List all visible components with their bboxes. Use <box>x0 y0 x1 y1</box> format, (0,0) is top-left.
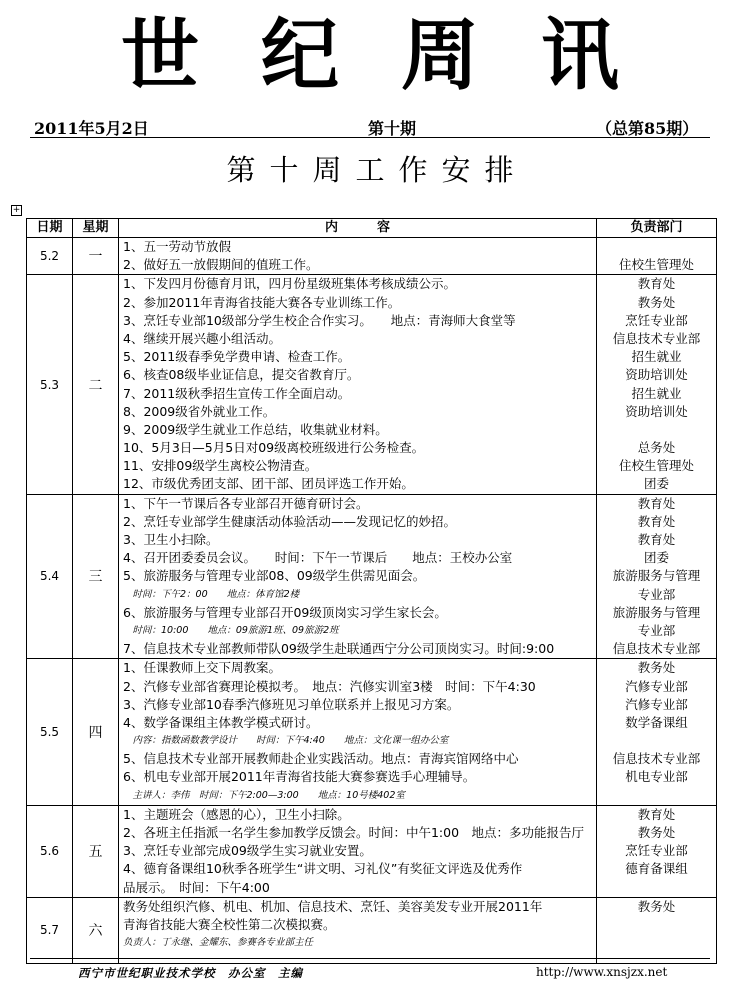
row-weekday: 二 <box>73 275 119 494</box>
content-line: 7、2011级秋季招生宣传工作全面启动。 <box>123 385 351 401</box>
row-content <box>119 494 597 659</box>
header-dept: 负责部门 <box>597 219 717 238</box>
table-move-handle-icon[interactable]: + <box>12 205 21 215</box>
schedule-table <box>26 218 717 964</box>
table-row <box>27 805 717 897</box>
row-content <box>119 897 597 963</box>
row-weekday: 三 <box>73 494 119 659</box>
row-weekday: 六 <box>73 897 119 963</box>
issue-total: （总第85期） <box>596 119 699 138</box>
page-subtitle: 第十周工作安排 <box>226 153 528 187</box>
row-dept <box>597 659 717 806</box>
content-line: 2、各班主任指派一名学生参加教学反馈会。时间：中午1:00 地点：多功能报告厅 <box>123 825 585 840</box>
dept-line: 教务处 <box>637 825 676 840</box>
header-content: 内 容 <box>119 219 597 238</box>
dept-line: 教育处 <box>637 276 676 292</box>
dept-line: 资助培训处 <box>625 367 688 383</box>
footer-editor: 西宁市世纪职业技术学校 办公室 主编 <box>78 966 303 980</box>
row-date: 5.7 <box>27 897 73 963</box>
dept-line: 教育处 <box>637 513 676 529</box>
content-line: 时间：10:00 地点：09旅游1班、09旅游2班 <box>123 624 339 636</box>
content-line: 1、五一劳动节放假 <box>123 239 231 254</box>
dept-line: 汽修专业部 <box>625 696 688 712</box>
dept-line <box>597 787 716 805</box>
dept-line: 教育处 <box>637 495 676 511</box>
content-line: 7、信息技术专业部教师带队09级学生赴联通西宁分公司顶岗实习。时间:9:00 <box>123 641 555 657</box>
dept-line: 住校生管理处 <box>618 458 694 474</box>
row-date: 5.3 <box>27 275 73 494</box>
content-line: 2、做好五一放假期间的值班工作。 <box>123 257 319 273</box>
content-line: 负责人：丁永继、金耀东、参赛各专业部主任 <box>123 937 314 949</box>
content-line: 1、任课教师上交下周教案。 <box>123 660 281 676</box>
table-row <box>27 275 717 494</box>
content-line: 1、主题班会（感恩的心），卫生小扫除。 <box>123 806 350 822</box>
table-header-row <box>27 219 717 238</box>
content-line: 12、市级优秀团支部、团干部、团员评选工作开始。 <box>123 476 414 492</box>
row-content <box>119 805 597 897</box>
table-row <box>27 897 717 963</box>
dept-line: 招生就业 <box>631 349 682 365</box>
row-content <box>119 238 597 275</box>
row-content <box>119 659 597 806</box>
content-line: 主讲人：李伟 时间：下午2:00—3:00 地点：10号楼402室 <box>123 789 405 801</box>
content-line: 4、召开团委委员会议。 时间：下午一节课后 地点：王校办公室 <box>123 550 513 566</box>
row-date: 5.5 <box>27 659 73 806</box>
content-line: 2、汽修专业部省赛理论模拟考。 地点：汽修实训室3楼 时间：下午4:30 <box>123 678 536 694</box>
row-dept <box>597 275 717 494</box>
dept-line <box>597 879 716 897</box>
table-row <box>27 238 717 275</box>
dept-line: 团委 <box>643 550 669 566</box>
content-line: 3、烹饪专业部完成09级学生实习就业安置。 <box>123 843 372 859</box>
content-line: 2、烹饪专业部学生健康活动体验活动——发现记忆的妙招。 <box>123 513 456 529</box>
content-line: 3、汽修专业部10春季汽修班见习单位联系并上报见习方案。 <box>123 696 460 712</box>
dept-line: 教育处 <box>637 806 676 822</box>
content-line: 1、下发四月份德育月讯，四月份星级班集体考核成绩公示。 <box>123 276 456 292</box>
dept-line: 信息技术专业部 <box>612 751 701 767</box>
dept-line: 总务处 <box>637 440 676 456</box>
dept-line: 数学备课组 <box>625 714 688 730</box>
content-line: 10、5月3日—5月5日对09级离校班级进行公务检查。 <box>123 440 425 456</box>
row-date: 5.4 <box>27 494 73 659</box>
content-line: 6、旅游服务与管理专业部召开09级顶岗实习学生家长会。 <box>123 604 447 620</box>
masthead-title: 世纪周讯 <box>120 10 681 101</box>
dept-line: 招生就业 <box>631 385 682 401</box>
dept-line: 教务处 <box>637 294 676 310</box>
row-content <box>119 275 597 494</box>
content-line: 内容：指数函数教学设计 时间：下午4:40 地点：文化课一组办公室 <box>123 735 449 747</box>
content-line: 3、卫生小扫除。 <box>123 532 219 547</box>
dept-line: 旅游服务与管理 <box>612 604 701 620</box>
content-line: 教务处组织汽修、机电、机加、信息技术、烹饪、美容美发专业开展2011年 <box>123 898 543 914</box>
content-line: 品展示。 时间：下午4:00 <box>123 879 270 895</box>
content-line: 6、核查08级毕业证信息，提交省教育厅。 <box>123 367 360 383</box>
header-weekday: 星期 <box>73 219 119 238</box>
content-line: 9、2009级学生就业工作总结，收集就业材料。 <box>123 421 388 437</box>
content-line: 青海省技能大赛全校性第二次模拟赛。 <box>123 916 336 932</box>
content-line: 4、继续开展兴趣小组活动。 <box>123 330 281 346</box>
content-line: 3、烹饪专业部10级部分学生校企合作实习。 地点：青海师大食堂等 <box>123 312 516 328</box>
row-dept <box>597 238 717 275</box>
dept-line: 教务处 <box>637 660 676 676</box>
issue-date: 2011年5月2日 <box>34 119 149 138</box>
dept-line: 住校生管理处 <box>618 257 694 273</box>
dept-line: 团委 <box>643 476 669 492</box>
row-dept <box>597 805 717 897</box>
dept-line: 德育备课组 <box>625 861 688 877</box>
content-line: 5、信息技术专业部开展教师赴企业实践活动。地点：青海宾馆网络中心 <box>123 751 519 767</box>
dept-line: 专业部 <box>637 586 676 602</box>
content-line: 4、数学备课组主体教学模式研讨。 <box>123 714 319 730</box>
dept-line: 教育处 <box>637 532 676 547</box>
dept-line: 机电专业部 <box>625 769 688 785</box>
content-line: 5、2011级春季免学费申请、检查工作。 <box>123 349 351 365</box>
footer-url: http://www.xnsjzx.net <box>536 965 668 979</box>
row-dept <box>597 494 717 659</box>
dept-line <box>597 238 716 256</box>
dept-line: 汽修专业部 <box>625 678 688 694</box>
dept-line: 教务处 <box>637 898 676 914</box>
row-dept <box>597 897 717 963</box>
dept-line <box>597 916 716 934</box>
footer-rule <box>30 958 710 959</box>
dept-line: 旅游服务与管理 <box>612 568 701 584</box>
content-line: 2、参加2011年青海省技能大赛各专业训练工作。 <box>123 294 401 310</box>
dept-line: 信息技术专业部 <box>612 641 701 657</box>
table-row <box>27 659 717 806</box>
content-line: 1、下午一节课后各专业部召开德育研讨会。 <box>123 495 369 511</box>
dept-line: 烹饪专业部 <box>625 312 688 328</box>
dept-line <box>597 732 716 750</box>
dept-line: 烹饪专业部 <box>625 843 688 859</box>
dept-line <box>597 934 716 952</box>
table-row <box>27 494 717 659</box>
header-rule <box>30 137 710 138</box>
row-weekday: 一 <box>73 238 119 275</box>
dept-line: 资助培训处 <box>625 403 688 419</box>
header-date: 日期 <box>27 219 73 238</box>
content-line: 8、2009级省外就业工作。 <box>123 403 276 419</box>
content-line: 4、德育备课组10秋季各班学生“讲文明、习礼仪”有奖征文评选及优秀作 <box>123 861 523 877</box>
dept-line: 信息技术专业部 <box>612 330 701 346</box>
content-line: 5、旅游服务与管理专业部08、09级学生供需见面会。 <box>123 568 426 584</box>
row-weekday: 五 <box>73 805 119 897</box>
dept-line <box>597 421 716 439</box>
row-date: 5.6 <box>27 805 73 897</box>
content-line: 6、机电专业部开展2011年青海省技能大赛参赛选手心理辅导。 <box>123 769 476 785</box>
content-line: 时间：下午2：00 地点：体育馆2楼 <box>123 588 300 600</box>
content-line: 11、安排09级学生离校公物清查。 <box>123 458 318 474</box>
dept-line: 专业部 <box>637 622 676 638</box>
row-date: 5.2 <box>27 238 73 275</box>
row-weekday: 四 <box>73 659 119 806</box>
issue-number: 第十期 <box>368 119 417 138</box>
